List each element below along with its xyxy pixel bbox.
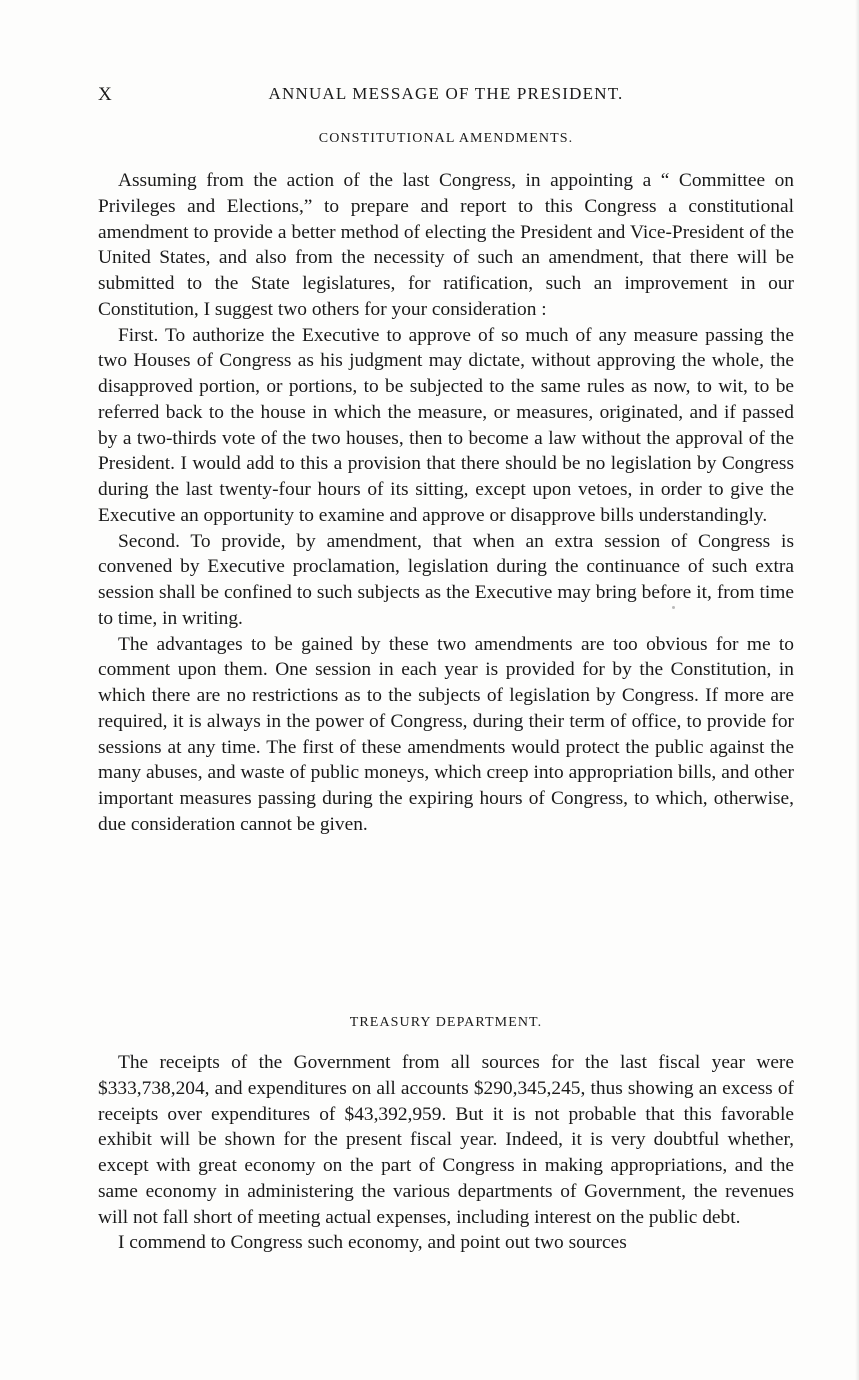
section-heading-constitutional-amendments: CONSTITUTIONAL AMENDMENTS. <box>318 131 574 146</box>
paragraph: Assuming from the action of the last Congress, in appointing a “ Committee on Privileges and Elections,” to prepare and report to this Congress a constitutional amendment to provide a better method of electing the President and Vice-President of the United States, and also from the necessity of such an amendment, that there will be submitted to the State legislatures, for ratification, such an improvement in our Constitution, I suggest two others for your consideration : <box>98 170 794 320</box>
section-body-treasury-department <box>98 1050 794 1256</box>
paragraph: First. To authorize the Executive to approve of so much of any measure passing the two Houses of Congress as his judgment may dictate, without approving the whole, the disapproved portion, or portions, to be subjected to the same rules as now, to wit, to be referred back to the house in which the measure, or measures, originated, and if passed by a two-thirds vote of the two houses, then to become a law without the approval of the President. I would add to this a provision that there should be no legislation by Congress during the last twenty-four hours of its sitting, except upon vetoes, in order to give the Executive an opportunity to examine and approve or disapprove bills understandingly. <box>98 324 794 526</box>
running-head <box>98 84 794 108</box>
page-edge-shadow <box>855 0 859 1380</box>
paragraph: The receipts of the Government from all sources for the last fiscal year were $333,738,204, and expenditures on all accounts $290,345,245, thus showing an excess of receipts over expenditures of $43,392,959. But it is not probable that this favorable exhibit will be shown for the present fiscal year. Indeed, it is very doubtful whether, except with great economy on the part of Congress in making appropriations, and the same economy in administering the various departments of Government, the revenues will not fall short of meeting actual expenses, including interest on the public debt. <box>98 1052 794 1228</box>
section-body-constitutional-amendments <box>98 168 794 838</box>
paragraph: The advantages to be gained by these two amendments are too obvious for me to comment upon them. One session in each year is provided for by the Constitution, in which there are no restrictions as to the subjects of legislation by Congress. If more are required, it is always in the power of Congress, during their term of office, to provide for sessions at any time. The first of these amendments would protect the public against the many abuses, and waste of public moneys, which creep into appropriation bills, and other important measures passing during the expiring hours of Congress, to which, otherwise, due consideration cannot be given. <box>98 633 794 835</box>
section-heading-treasury-department: TREASURY DEPARTMENT. <box>349 1015 543 1030</box>
paragraph: I commend to Congress such economy, and point out two sources <box>118 1232 627 1254</box>
page-number: X <box>98 84 113 105</box>
running-title: ANNUAL MESSAGE OF THE PRESIDENT. <box>268 84 624 103</box>
paragraph: Second. To provide, by amendment, that when an extra session of Congress is convened by Executive proclamation, legislation during the continuance of such extra session shall be confined to such subjects as the Executive may bring before it, from time to time, in writing. <box>98 530 794 629</box>
paper-speck <box>672 606 675 609</box>
